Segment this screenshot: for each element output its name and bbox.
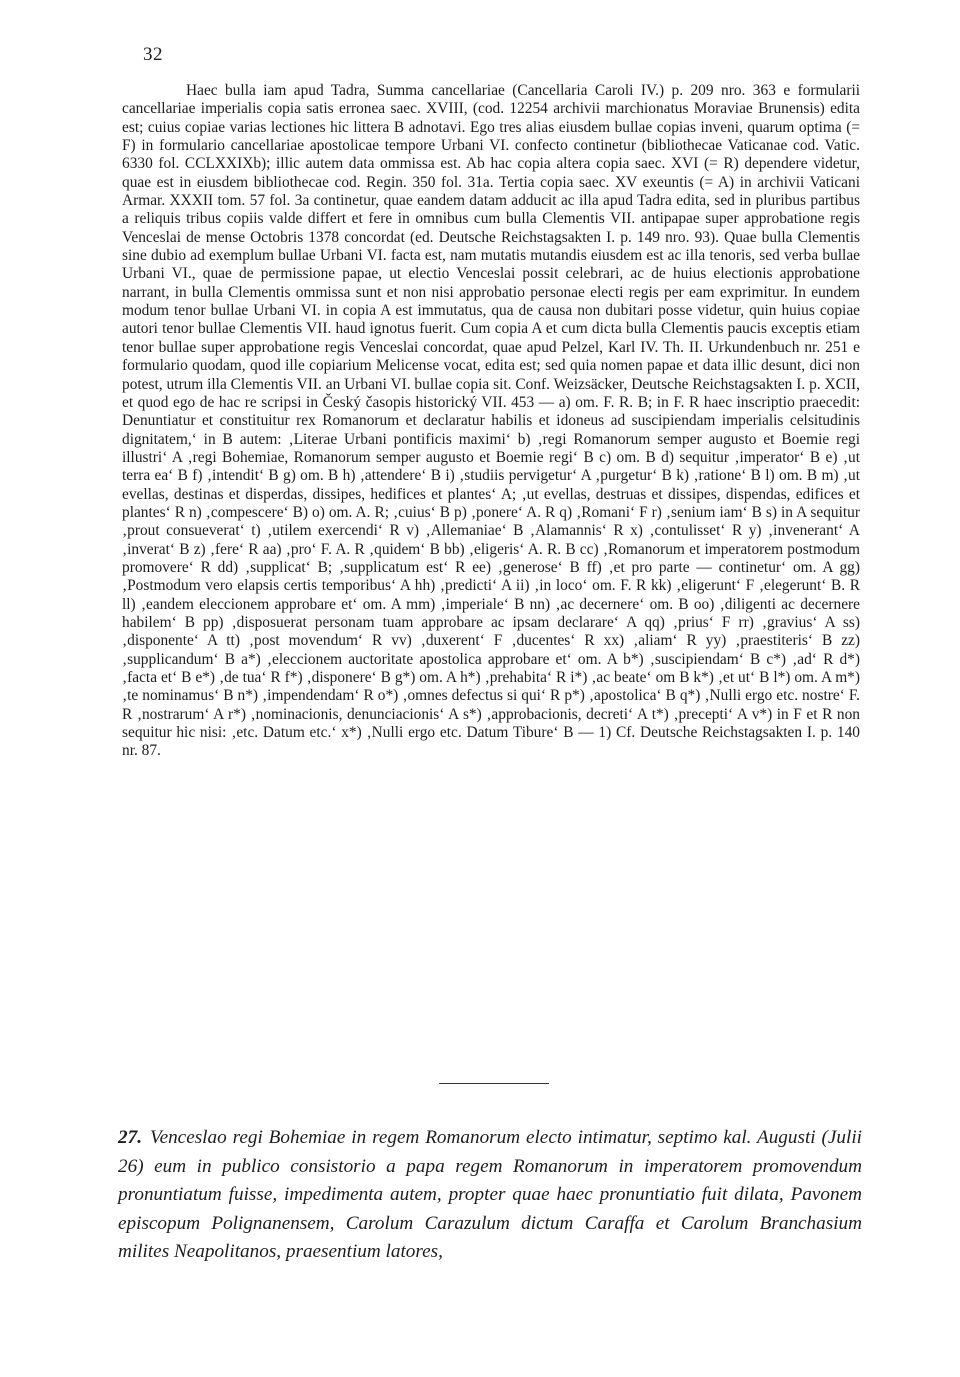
notes-paragraph: Haec bulla iam apud Tadra, Summa cancellariae (Cancellaria Caroli IV.) p. 209 nro. 363 e formularii cancellariae imperialis copia satis erronea saec. XVIII, (cod. 12254 archivii marchionatus Moraviae Brunensis) edita est; cuius copiae varias lectiones hic littera B adnotavi. Ego tres alias eiusdem bullae copias inveni, quarum optima (= F) in formulario cancellariae apostolicae tempore Urbani VI. confecto continetur (bibliothecae Vaticanae cod. Vatic. 6330 fol. CCLXXIXb); illic autem data ommissa est. Ab hac copia altera copia saec. XVI (= R) dependere videtur, quae est in eiusdem bibliothecae cod. Regin. 350 fol. 31a. Tertia copia saec. XV exeuntis (= A) in archivii Vaticani Armar. XXXII tom. 57 fol. 3a continetur, quae eandem datam adducit ac illa apud Tadra edita, sed in pluribus partibus a reliquis tribus copiis valde differt et fere in omnibus cum bulla Clementis VII. antipapae super approbatione regis Venceslai de mense Octobris 1378 concordat (ed. Deutsche Reichstagsakten I. p. 149 nro. 93). Quae bulla Clementis sine dubio ad exemplum bullae Urbani VI. facta est, nam mutatis mutandis eiusdem est ac illa tenoris, sed verba bullae Urbani VI., quae de permissione papae, ut electio Venceslai possit celebrari, ac de huius electionis approbatione narrant, in bulla Clementis ommissa sunt et non nisi approbatio personae electi regis per eam exprimitur. In eundem modum tenor bullae Urbani VI. in copia A est immutatus, qua de causa non dubitari posse videtur, quin huius copiae autori tenor bullae Clementis VII. haud ignotus fuerit. Cum copia A et cum dicta bulla Clementis paucis exceptis etiam tenor bullae super approbatione regis Venceslai concordat, quae apud Pelzel, Karl IV. Th. II. Urkundenbuch nr. 251 e formulario quodam, quod ille copiarium Melicense vocat, edita est; sed quia nomen papae et data illic desunt, dici non potest, utrum illa Clementis VII. an Urbani VI. bullae copia sit. Conf. Weizsäcker, Deutsche Reichstagsakten I. p. XCII, et quod ego de hac re scripsi in Český časopis historický VII. 453 — a) om. F. R. B; in F. R haec inscriptio praecedit: Denuntiatur et constituitur rex Romanorum et declaratur habilis et idoneus ad suscipiendam imperialis celsitudinis dignitatem,‘ in B autem: ‚Literae Urbani pontificis maximi‘ b) ‚regi Romanorum semper augusto et Boemie regi illustri‘ A ‚regi Bohemiae, Romanorum semper augusto et Boemie regi‘ B c) om. B d) sequitur ‚imperator‘ B e) ‚ut terra ea‘ B f) ‚intendit‘ B g) om. B h) ‚attendere‘ B i) ‚studiis pervigetur‘ A ‚purgetur‘ B k) ‚ratione‘ B l) om. B m) ‚ut evellas, destinas et disperdas, dissipes, hedifices et plantes‘ A; ‚ut evellas, destruas et dissipes, dispendas, edifices et plantes‘ R n) ‚compescere‘ B) o) om. A. R; ‚cuius‘ B p) ‚ponere‘ A. R q) ‚Romani‘ F r) ‚senium iam‘ B s) in A sequitur ‚prout consueverat‘ t) ‚utilem exercendi‘ R v) ‚Allemaniae‘ B ‚Alamannis‘ R x) ‚contulisset‘ R y) ‚invenerant‘ A ‚inverat‘ B z) ‚fere‘ R aa) ‚pro‘ F. A. R ‚quidem‘ B bb) ‚eligeris‘ A. R. B cc) ‚Romanorum et imperatorem postmodum promovere‘ R dd) ‚supplicat‘ B; ‚supplicatum est‘ R ee) ‚generose‘ B ff) ‚et pro parte — continetur‘ om. A gg) ‚Postmodum vero elapsis certis temporibus‘ A hh) ‚predicti‘ A ii) ‚in loco‘ om. F. R kk) ‚eligerunt‘ F ‚elegerunt‘ B. R ll) ‚eandem eleccionem approbare et‘ om. A mm) ‚imperiale‘ B nn) ‚ac decernere‘ om. B oo) ‚diligenti ac decernere habilem‘ B pp) ‚disposuerat personam tuam approbare ac ipsam declarare‘ A qq) ‚prius‘ F rr) ‚gravius‘ A ss) ‚disponente‘ A tt) ‚post movendum‘ R vv) ‚duxerent‘ F ‚ducentes‘ R xx) ‚aliam‘ R yy) ‚praestiteris‘ B zz) ‚supplicandum‘ B a*) ‚eleccionem auctoritate apostolica approbare et‘ om. A b*) ‚suscipiendam‘ B c*) ‚ad‘ R d*) ‚facta et‘ B e*) ‚de tua‘ R f*) ‚disponere‘ B g*) om. A h*) ‚prehabita‘ R i*) ‚ac beate‘ om B k*) ‚et ut‘ B l*) om. A m*) ‚te nominamus‘ B n*) ‚impendendam‘ R o*) ‚omnes defectus si qui‘ R p*) ‚apostolica‘ B q*) ‚Nulli ergo etc. nostre‘ F. R ‚nostrarum‘ A r*) ‚nominacionis, denunciacionis‘ A s*) ‚approbacionis, decreti‘ A t*) ‚precepti‘ A v*) in F et R non sequitur hic nisi: ‚etc. Datum etc.‘ x*) ‚Nulli ergo etc. Datum Tibure‘ B — 1) Cf. Deutsche Reichstagsakten I. p. 140 nr. 87.: [122, 82, 860, 760]
entry-text: Venceslao regi Bohemiae in regem Romanorum electo intimatur, septimo kal. Augusti (Julii 26) eum in publico consistorio a papa regem Romanorum in imperatorem promovendum pronuntiatum fuisse, impedimenta autem, propter quae haec pronuntiatio fuit dilata, Pavonem episcopum Polignanensem, Carolum Carazulum dictum Caraffa et Carolum Branchasium milites Neapolitanos, praesentium latores,: [118, 1127, 862, 1262]
section-divider: [439, 1083, 549, 1084]
page-number: 32: [143, 44, 163, 65]
critical-apparatus: [122, 82, 860, 761]
entry-regest: [118, 1124, 862, 1267]
document-entry: [118, 1124, 862, 1267]
entry-number: 27.: [118, 1127, 142, 1148]
